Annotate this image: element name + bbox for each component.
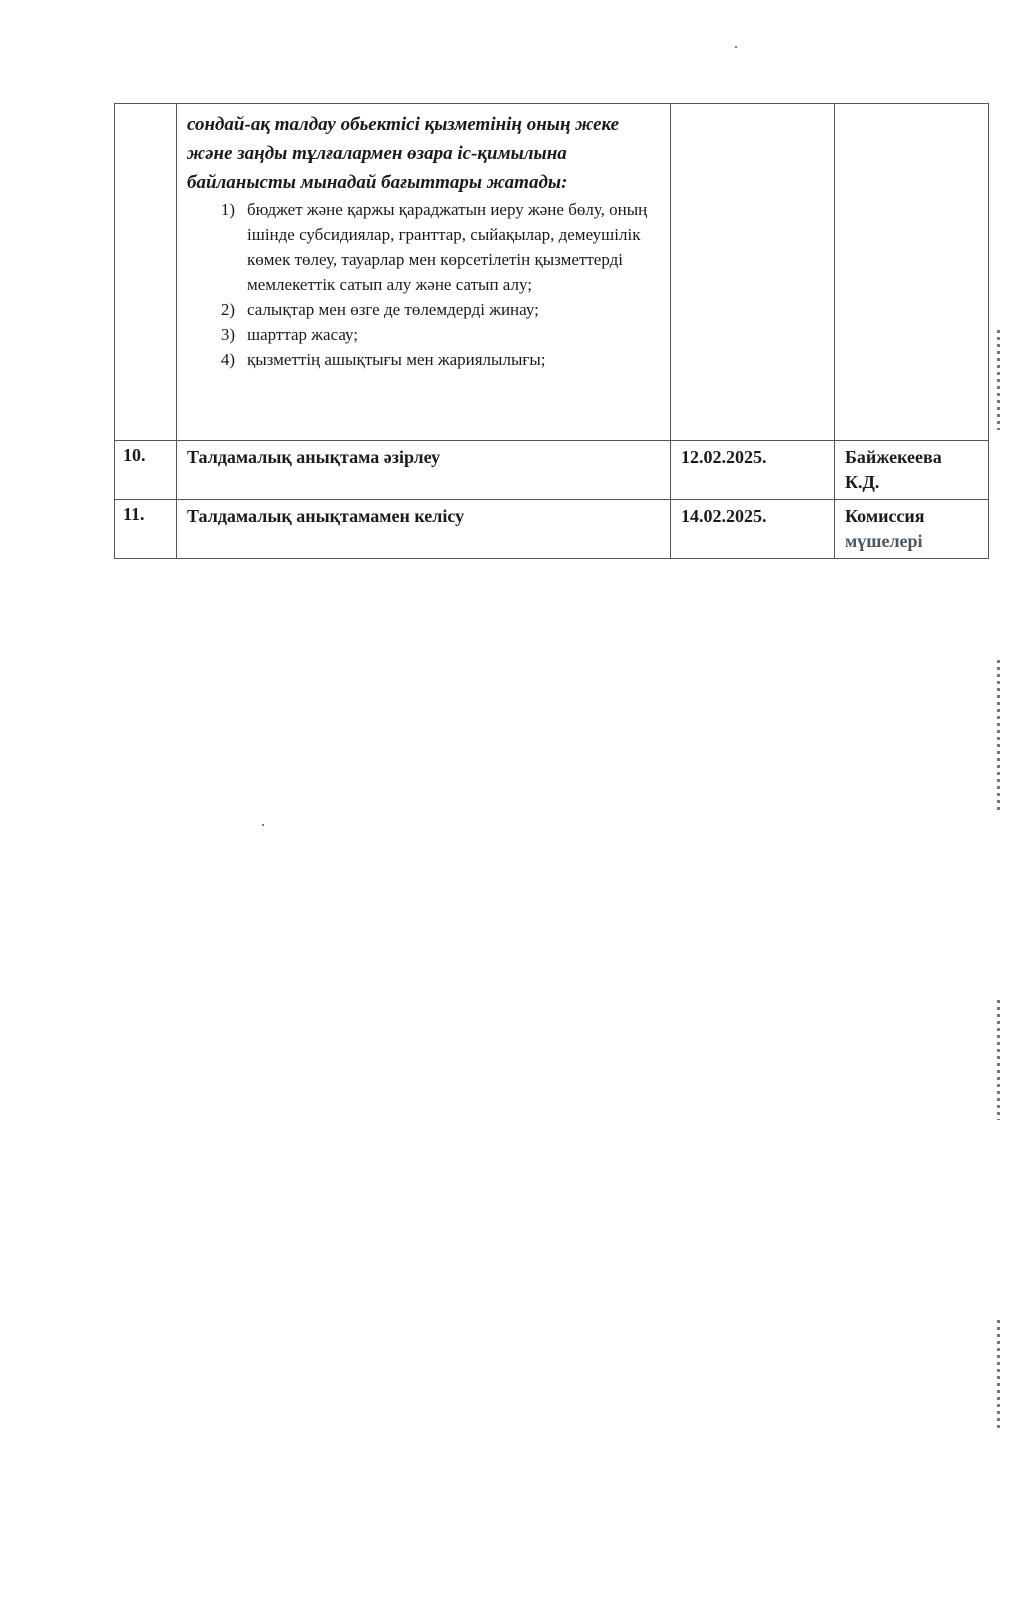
list-item-text: бюджет және қаржы қараджатын иеру және бөлу, оның ішінде субсидиялар, гранттар, сыйақылар, демеушілік көмек төлеу, тауарлар мен көрсетілетін қызметтерді мемлекеттік сатып алу және сатып алу; <box>247 200 648 294</box>
scan-edge-mark <box>997 330 1000 430</box>
responsible-cell-empty <box>835 104 989 441</box>
number-cell-empty <box>115 104 177 441</box>
scan-edge-mark <box>997 660 1000 810</box>
table-row <box>115 500 989 559</box>
date-cell: 12.02.2025. <box>671 441 835 500</box>
table-row <box>115 441 989 500</box>
scan-edge-mark <box>997 1000 1000 1120</box>
responsible-members: мүшелері <box>845 531 923 551</box>
list-item <box>187 347 660 372</box>
list-item <box>187 197 660 297</box>
scan-speck <box>262 824 264 826</box>
responsible-cell <box>835 441 989 500</box>
date-cell: 14.02.2025. <box>671 500 835 559</box>
list-item-number: 2) <box>220 300 235 319</box>
list-item-text: шарттар жасау; <box>247 325 358 344</box>
list-item-number: 4) <box>220 350 235 369</box>
task-cell: Талдамалық анықтама әзірлеу <box>177 441 671 500</box>
responsible-cell <box>835 500 989 559</box>
responsible-initials: К.Д. <box>845 472 880 492</box>
work-plan-table <box>114 103 989 559</box>
scan-speck <box>735 46 737 48</box>
row-number: 11. <box>115 500 177 559</box>
directions-list <box>187 197 660 372</box>
scan-edge-mark <box>997 1320 1000 1430</box>
responsible-name: Комиссия <box>845 506 925 526</box>
list-item-number: 1) <box>220 200 235 219</box>
row-number: 10. <box>115 441 177 500</box>
table-row-continuation <box>115 104 989 441</box>
list-item <box>187 322 660 347</box>
responsible-name: Байжекеева <box>845 447 942 467</box>
continuation-text-cell <box>177 104 671 441</box>
task-cell: Талдамалық анықтамамен келісу <box>177 500 671 559</box>
list-item-number: 3) <box>220 325 235 344</box>
list-item <box>187 297 660 322</box>
date-cell-empty <box>671 104 835 441</box>
list-item-text: салықтар мен өзге де төлемдерді жинау; <box>247 300 539 319</box>
list-item-text: қызметтің ашықтығы мен жариялылығы; <box>247 350 546 369</box>
continuation-intro: сондай-ақ талдау обьектісі қызметінің оның жеке және заңды тұлғалармен өзара іс-қимылына байланысты мынадай бағыттары жатады: <box>187 114 620 193</box>
